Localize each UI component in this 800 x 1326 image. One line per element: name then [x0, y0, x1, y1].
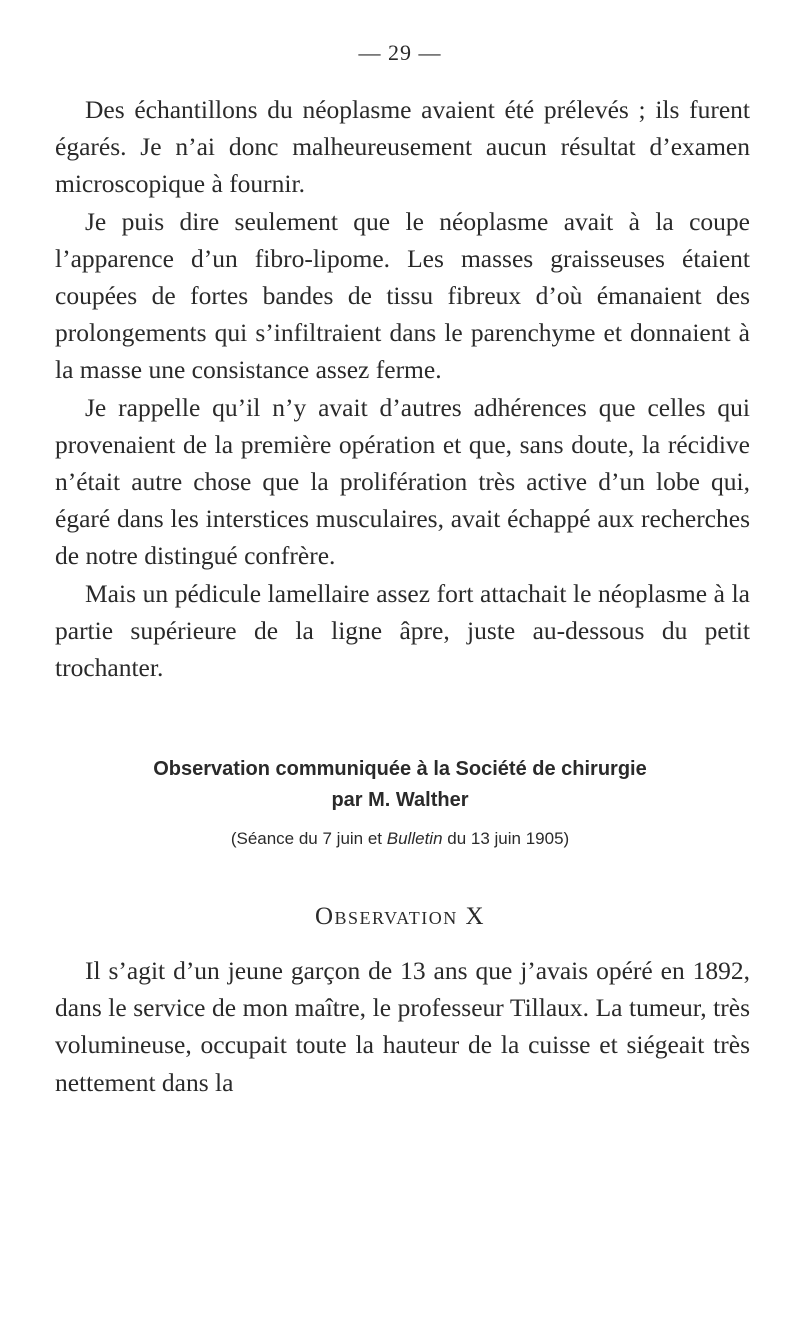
observation-text [55, 952, 750, 1101]
paragraph: Mais un pédicule lamellaire assez fort attachait le néoplasme à la partie supérieure de la ligne âpre, juste au-dessous du petit trochanter. [55, 578, 750, 683]
paragraph: Il s’agit d’un jeune garçon de 13 ans que j’avais opéré en 1892, dans le service de mon maître, le professeur Tillaux. La tumeur, très volumineuse, occupait toute la hauteur de la cuisse et siégeait très nettement dans la [55, 956, 750, 1097]
seance-prefix: (Séance du 7 juin et [230, 829, 387, 848]
seance-note [0, 829, 800, 849]
communication-title: Observation communiquée à la Société de chirurgie [153, 758, 647, 780]
seance-suffix: du 13 juin 1905) [442, 829, 570, 848]
paragraph: Je puis dire seulement que le néoplasme avait à la coupe l’apparence d’un fibro-lipome. Les masses graisseuses étaient coupées de fortes bandes de tissu fibreux d’où émanaient des prolongements qui s’infiltraient dans le parenchyme et donnaient à la masse une consistance assez ferme. [55, 206, 750, 385]
observation-title: Observation X [314, 903, 486, 930]
paragraph: Des échantillons du néoplasme avaient été prélevés ; ils furent égarés. Je n’ai donc malheureusement aucun résultat d’examen microscopique à fournir. [55, 95, 750, 199]
paragraph: Je rappelle qu’il n’y avait d’autres adhérences que celles qui provenaient de la première opération et que, sans doute, la récidive n’était autre chose que la prolifération très active d’un lobe qui, égaré dans les interstices musculaires, avait échappé aux recherches de notre distingué confrère. [55, 392, 750, 571]
communication-author: par M. Walther [331, 789, 469, 811]
bulletin-title: Bulletin [386, 829, 443, 848]
page-number: — 29 — [358, 40, 442, 65]
main-text [55, 91, 750, 686]
